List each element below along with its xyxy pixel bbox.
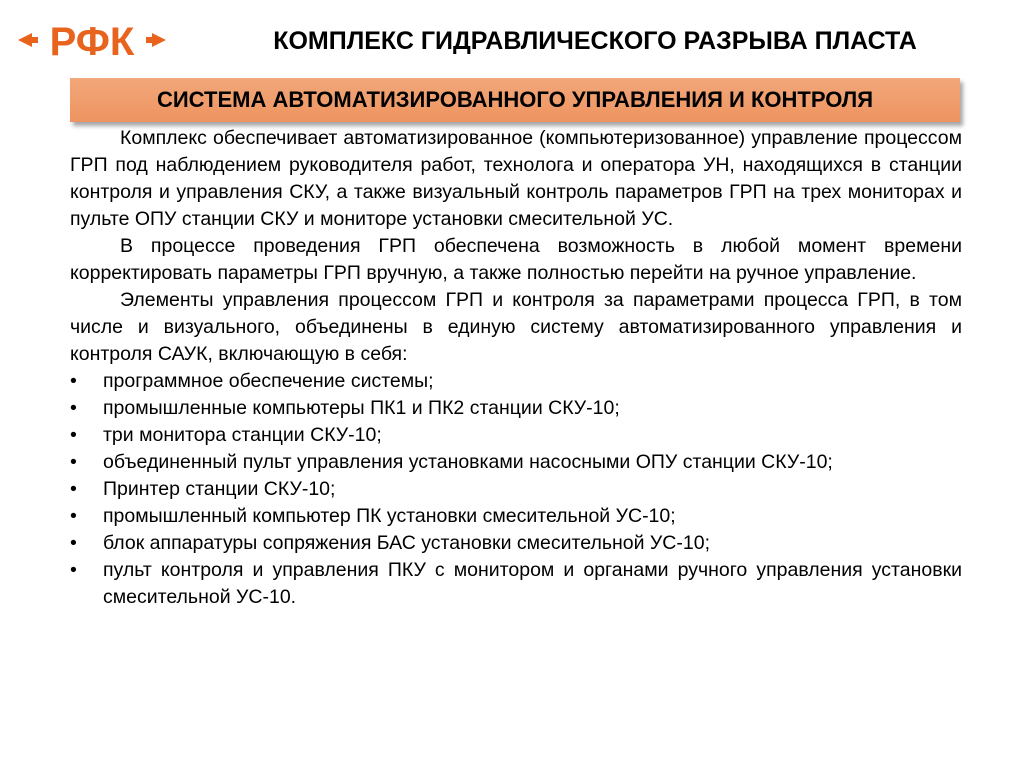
- list-item-text: блок аппаратуры сопряжения БАС установки смесительной УС-10;: [103, 532, 710, 554]
- list-item-text: промышленные компьютеры ПК1 и ПК2 станции СКУ-10;: [103, 397, 620, 419]
- list-item: [70, 368, 962, 395]
- paragraph: Элементы управления процессом ГРП и контроля за параметрами процесса ГРП, в том числе и визуального, объединены в единую систему автоматизированного управления и контроля САУК, включающую в себя:: [70, 289, 962, 365]
- logo-right-bar: [146, 37, 152, 43]
- logo-right-arrow: [152, 33, 166, 47]
- list-item: [70, 530, 962, 557]
- bullet-icon: •: [70, 532, 77, 554]
- document-body: [70, 125, 962, 611]
- bullet-icon: •: [70, 478, 77, 500]
- page-title: КОМПЛЕКС ГИДРАВЛИЧЕСКОГО РАЗРЫВА ПЛАСТА: [273, 27, 917, 55]
- list-item-text: пульт контроля и управления ПКУ с монитором и органами ручного управления установки смесительной УС-10.: [103, 559, 962, 608]
- bullet-icon: •: [70, 424, 77, 446]
- section-banner: [70, 78, 960, 122]
- list-item-text: объединенный пульт управления установками насосными ОПУ станции СКУ-10;: [103, 451, 833, 473]
- component-list: [70, 368, 962, 611]
- list-item: [70, 422, 962, 449]
- logo-left-arrow: [18, 33, 32, 47]
- list-item: [70, 476, 962, 503]
- list-item: [70, 449, 962, 476]
- bullet-icon: •: [70, 370, 77, 392]
- list-item-text: программное обеспечение системы;: [103, 370, 434, 392]
- bullet-icon: •: [70, 451, 77, 473]
- bullet-icon: •: [70, 505, 77, 527]
- bullet-icon: •: [70, 559, 77, 581]
- list-item: [70, 557, 962, 611]
- list-item-text: Принтер станции СКУ-10;: [103, 478, 336, 500]
- paragraph: В процессе проведения ГРП обеспечена возможность в любой момент времени корректировать параметры ГРП вручную, а также полностью перейти на ручное управление.: [70, 235, 962, 284]
- paragraph: Комплекс обеспечивает автоматизированное (компьютеризованное) управление процессом ГРП под наблюдением руководителя работ, технолога и оператора УН, находящихся в станции контроля и управления СКУ, а также визуальный контроль параметров ГРП на трех мониторах и пульте ОПУ станции СКУ и мониторе установки смесительной УС.: [70, 127, 962, 230]
- bullet-icon: •: [70, 397, 77, 419]
- rfk-logo: [18, 18, 168, 62]
- logo-left-bar: [32, 37, 38, 43]
- list-item-text: промышленный компьютер ПК установки смесительной УС-10;: [103, 505, 676, 527]
- list-item: [70, 395, 962, 422]
- logo-text: РФК: [49, 20, 135, 62]
- list-item: [70, 503, 962, 530]
- list-item-text: три монитора станции СКУ-10;: [103, 424, 382, 446]
- section-banner-title: СИСТЕМА АВТОМАТИЗИРОВАННОГО УПРАВЛЕНИЯ И КОНТРОЛЯ: [156, 87, 874, 112]
